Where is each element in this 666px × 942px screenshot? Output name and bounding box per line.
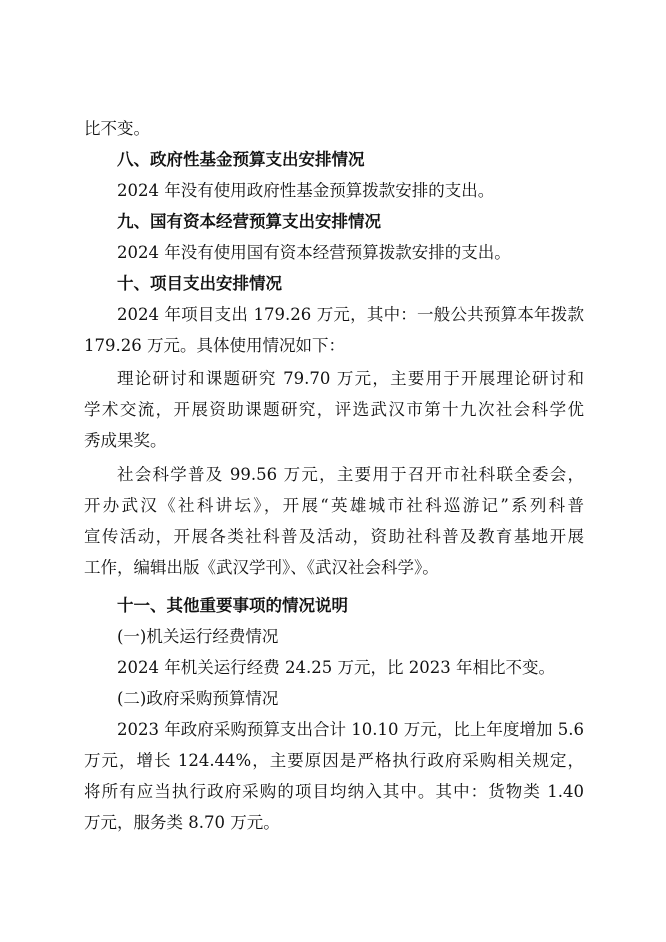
subsection-heading-1: (一)机关运行经费情况 [117, 627, 279, 646]
section-11 [84, 590, 584, 714]
text-line: 理论研讨和课题研究 79.70 万元，主要用于开展理论研讨和 [117, 369, 584, 388]
paragraph-social-science [84, 459, 584, 583]
subsection-heading-2: (二)政府采购预算情况 [117, 689, 279, 708]
text-line: 万元，服务类 8.70 万元。 [84, 813, 280, 832]
text-line: 2024 年没有使用政府性基金预算拨款安排的支出。 [117, 181, 495, 200]
section-8 [84, 144, 584, 206]
text-line: 学术交流，开展资助课题研究，评选武汉市第十九次社会科学优 [84, 400, 584, 419]
text-line: 开办武汉《社科讲坛》，开展“英雄城市社科巡游记”系列科普 [84, 496, 584, 515]
section-heading-8: 八、政府性基金预算支出安排情况 [117, 150, 365, 169]
text-line: 将所有应当执行政府采购的项目均纳入其中。其中：货物类 1.40 [84, 782, 584, 801]
continued-paragraph [84, 113, 584, 144]
text-line: 2024 年机关运行经费 24.25 万元，比 2023 年相比不变。 [117, 658, 555, 677]
text-line: 秀成果奖。 [84, 431, 167, 450]
text-line: 社会科学普及 99.56 万元，主要用于召开市社科联全委会， [117, 465, 584, 484]
section-10 [84, 268, 584, 361]
text-line: 2024 年没有使用国有资本经营预算拨款安排的支出。 [117, 243, 511, 262]
section-9 [84, 206, 584, 268]
text-line: 179.26 万元。具体使用情况如下： [84, 336, 345, 355]
section-heading-10: 十、项目支出安排情况 [117, 274, 282, 293]
paragraph-procurement [84, 714, 584, 838]
paragraph-theory-research [84, 363, 584, 456]
section-heading-9: 九、国有资本经营预算支出安排情况 [117, 212, 381, 231]
section-heading-11: 十一、其他重要事项的情况说明 [117, 596, 348, 615]
text-line: 工作，编辑出版《武汉学刊》、《武汉社会科学》。 [84, 558, 439, 577]
text-line: 2023 年政府采购预算支出合计 10.10 万元，比上年度增加 5.6 [117, 720, 584, 739]
text-line: 2024 年项目支出 179.26 万元，其中：一般公共预算本年拨款 [117, 305, 584, 324]
text-line: 万元，增长 124.44%，主要原因是严格执行政府采购相关规定， [84, 751, 584, 770]
text-line: 比不变。 [84, 119, 150, 138]
text-line: 宣传活动，开展各类社科普及活动，资助社科普及教育基地开展 [84, 527, 584, 546]
